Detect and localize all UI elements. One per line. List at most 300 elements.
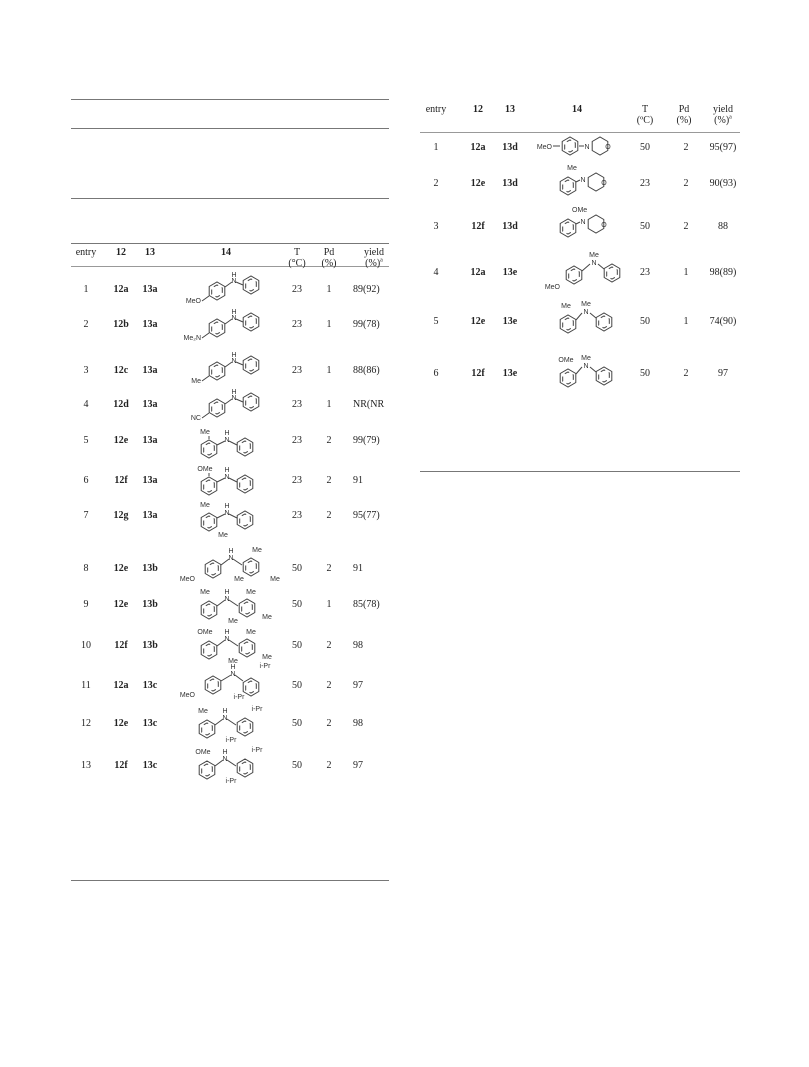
amine-cell: 13e: [502, 316, 518, 327]
product-structure: [179, 464, 283, 504]
entry-cell: 9: [83, 599, 89, 610]
product-structure: [550, 300, 634, 342]
yield-cell: 98: [353, 718, 363, 729]
nitrogen-label: N: [224, 474, 230, 481]
aromatic-bond: [563, 372, 574, 384]
aromatic-bond: [204, 443, 215, 455]
yield-cell: 88: [718, 221, 728, 232]
pd-loading-cell: 2: [326, 760, 332, 771]
structure-drawing: [550, 206, 634, 248]
pd-loading-cell: 1: [326, 284, 332, 295]
aryl-halide-cell: 12e: [470, 178, 486, 189]
substituent-label: MeO: [544, 284, 560, 291]
ortho-substituent-label: OMe: [197, 629, 213, 636]
ortho-substituent-label: Me: [561, 303, 571, 310]
nitrogen-label: N: [231, 278, 237, 285]
aromatic-bond: [204, 604, 215, 616]
pd-loading-cell: 1: [326, 399, 332, 410]
methyl-label-3: Me: [262, 614, 272, 621]
aromatic-bond: [204, 644, 215, 656]
aromatic-bond: [212, 322, 223, 334]
yield-cell: 90(93): [709, 178, 737, 189]
amine-cell: 13e: [502, 267, 518, 278]
yield-cell: 74(90): [709, 316, 737, 327]
pd-loading-cell: 2: [683, 178, 689, 189]
aromatic-bond: [569, 269, 580, 281]
left-top-rule: [71, 99, 389, 100]
substituent-label: Me: [191, 378, 201, 385]
product-structure: [179, 547, 283, 587]
entry-cell: 12: [81, 718, 91, 729]
header-14: 14: [221, 247, 231, 258]
methyl-label-2: Me: [234, 576, 244, 583]
substituent-label: Me₂N: [183, 335, 201, 342]
aromatic-bond: [246, 561, 257, 573]
aromatic-bond: [246, 279, 257, 291]
bond-line: [202, 296, 209, 301]
aromatic-bond: [599, 370, 610, 382]
amine-cell: 13d: [502, 221, 518, 232]
product-structure: [550, 206, 634, 248]
header-T: T: [293, 247, 301, 258]
product-structure: [179, 626, 283, 666]
aromatic-bond: [204, 480, 215, 492]
oxygen-label: O: [601, 180, 607, 187]
aromatic-bond: [599, 316, 610, 328]
bond-line: [202, 333, 209, 338]
pd-loading-cell: 2: [326, 510, 332, 521]
aromatic-bond: [246, 316, 257, 328]
product-structure: [179, 308, 283, 348]
amine-cell: 13c: [142, 760, 158, 771]
aromatic-bond: [607, 267, 618, 279]
header-yield: yield: [364, 247, 384, 258]
temperature-cell: 23: [640, 178, 650, 189]
amine-cell: 13a: [142, 510, 158, 521]
aryl-halide-cell: 12b: [113, 319, 129, 330]
ortho-substituent-label: Me: [200, 502, 210, 509]
header-entry: entry: [425, 104, 447, 115]
substituent-label: MeO: [179, 692, 195, 699]
nitrogen-label: N: [230, 671, 236, 678]
nitrogen-label: N: [583, 309, 589, 316]
nitrogen-label: N: [224, 437, 230, 444]
bond-line: [229, 478, 237, 482]
bond-line: [236, 399, 243, 402]
yield-cell: 95(97): [709, 142, 737, 153]
pd-loading-cell: 1: [683, 267, 689, 278]
aryl-halide-cell: 12f: [471, 368, 485, 379]
aromatic-bond: [240, 441, 251, 453]
nitrogen-label: N: [231, 315, 237, 322]
aryl-halide-cell: 12d: [113, 399, 129, 410]
entry-cell: 6: [433, 368, 439, 379]
temperature-cell: 50: [640, 368, 650, 379]
bond-line: [236, 319, 243, 322]
pd-loading-cell: 1: [326, 365, 332, 376]
header-entry: entry: [75, 247, 97, 258]
product-structure: [550, 354, 634, 396]
pd-loading-cell: 2: [326, 435, 332, 446]
n-methyl-label: Me: [581, 355, 591, 362]
pd-loading-cell: 2: [683, 142, 689, 153]
temperature-cell: 50: [292, 760, 302, 771]
header-12: 12: [116, 247, 126, 258]
header-yield-unit: (%)$^a$: [714, 114, 732, 126]
structure-drawing: [179, 547, 283, 587]
structure-drawing: [179, 500, 283, 540]
yield-cell: NR(NR: [353, 399, 385, 410]
header-yield: yield: [713, 104, 733, 115]
product-structure: [179, 705, 283, 745]
nitrogen-label: N: [224, 636, 230, 643]
structure-drawing: [179, 388, 283, 428]
product-structure: [179, 351, 283, 391]
temperature-cell: 23: [292, 365, 302, 376]
ortho-substituent-label: Me: [200, 589, 210, 596]
oxygen-label: O: [605, 144, 611, 151]
entry-cell: 3: [83, 365, 89, 376]
pd-loading-cell: 2: [326, 718, 332, 729]
yield-cell: 97: [718, 368, 728, 379]
ortho-substituent-label: Me: [200, 429, 210, 436]
aryl-halide-cell: 12f: [114, 475, 128, 486]
n-methyl-label: Me: [581, 301, 591, 308]
bond-line: [202, 413, 209, 418]
aromatic-bond: [212, 365, 223, 377]
temperature-cell: 50: [640, 142, 650, 153]
yield-footnote-mark: a: [380, 257, 383, 264]
pd-loading-cell: 1: [326, 319, 332, 330]
ortho-substituent-label: OMe: [195, 749, 211, 756]
pd-loading-cell: 2: [326, 640, 332, 651]
yield-cell: 98(89): [709, 267, 737, 278]
structure-drawing: [179, 746, 283, 786]
aromatic-bond: [240, 721, 251, 733]
nitrogen-label: N: [580, 219, 586, 226]
methyl-label-1: Me: [246, 629, 256, 636]
aromatic-bond: [240, 762, 251, 774]
substituent-label: MeO: [179, 576, 195, 583]
bond-line: [590, 367, 596, 372]
left-table-header: [71, 246, 389, 270]
entry-cell: 1: [433, 142, 439, 153]
header-13: 13: [145, 247, 155, 258]
aryl-halide-cell: 12f: [471, 221, 485, 232]
bond-line: [576, 367, 582, 374]
header-Pd-unit: (%): [321, 258, 337, 269]
aromatic-bond: [204, 516, 215, 528]
amine-cell: 13a: [142, 475, 158, 486]
header-T: T: [641, 104, 649, 115]
nitrogen-label: N: [228, 555, 234, 562]
structure-drawing: [179, 308, 283, 348]
entry-cell: 2: [83, 319, 89, 330]
header-13: 13: [505, 104, 515, 115]
amine-cell: 13a: [142, 284, 158, 295]
ortho-substituent-label: Me: [198, 708, 208, 715]
nh-hydrogen-label: H: [231, 309, 237, 316]
structure-drawing: [179, 464, 283, 504]
isopropyl-label-1: i-Pr: [251, 747, 263, 754]
temperature-cell: 23: [292, 319, 302, 330]
left-bottom-rule: [71, 880, 389, 881]
header-Pd: Pd: [323, 247, 335, 258]
aryl-halide-cell: 12a: [470, 267, 486, 278]
product-structure: [179, 271, 283, 311]
aromatic-bond: [246, 396, 257, 408]
header-T-unit: (ºC): [636, 115, 654, 126]
header-Pd-unit: (%): [676, 115, 692, 126]
entry-cell: 3: [433, 221, 439, 232]
bond-line: [202, 376, 209, 381]
nh-hydrogen-label: H: [224, 430, 230, 437]
temperature-cell: 23: [292, 475, 302, 486]
nitrogen-label: N: [231, 395, 237, 402]
product-structure: [179, 388, 283, 428]
temperature-cell: 50: [292, 599, 302, 610]
right-table: [420, 100, 740, 472]
aryl-halide-cell: 12a: [113, 284, 129, 295]
structure-drawing: [179, 271, 283, 311]
substituent-label: NC: [190, 415, 201, 422]
substituent-label: MeO: [185, 298, 201, 305]
product-structure: [550, 164, 634, 206]
structure-drawing: [179, 427, 283, 467]
isopropyl-label-2: i-Pr: [225, 737, 237, 744]
bond-line: [227, 760, 236, 766]
ortho-substituent-label: OMe: [197, 466, 213, 473]
entry-cell: 6: [83, 475, 89, 486]
structure-drawing: [544, 251, 634, 293]
structure-drawing: [179, 351, 283, 391]
entry-cell: 5: [83, 435, 89, 446]
amine-cell: 13a: [142, 435, 158, 446]
nh-hydrogen-label: H: [224, 467, 230, 474]
entry-cell: 2: [433, 178, 439, 189]
aryl-halide-cell: 12e: [470, 316, 486, 327]
entry-cell: 5: [433, 316, 439, 327]
amine-cell: 13d: [502, 142, 518, 153]
aromatic-bond: [208, 679, 219, 691]
yield-cell: 85(78): [353, 599, 380, 610]
ortho-substituent-label: OMe: [558, 357, 574, 364]
bond-line: [235, 675, 243, 681]
left-rule-3: [71, 198, 389, 199]
nitrogen-label: N: [224, 596, 230, 603]
header-yield-unit: (%)$^a$: [365, 257, 383, 269]
amine-cell: 13b: [142, 640, 158, 651]
n-methyl-label: Me: [589, 252, 599, 259]
header-Pd: Pd: [678, 104, 690, 115]
nh-hydrogen-label: H: [228, 548, 234, 555]
methyl-label-3: Me: [270, 576, 280, 583]
nh-hydrogen-label: H: [224, 589, 230, 596]
pd-loading-cell: 2: [326, 680, 332, 691]
nh-hydrogen-label: H: [231, 272, 237, 279]
bond-line: [233, 559, 242, 565]
aromatic-bond: [212, 402, 223, 414]
temperature-cell: 23: [640, 267, 650, 278]
temperature-cell: 23: [292, 399, 302, 410]
pd-loading-cell: 2: [683, 221, 689, 232]
oxygen-label: O: [601, 222, 607, 229]
nitrogen-label: N: [591, 260, 597, 267]
aromatic-bond: [240, 514, 251, 526]
structure-drawing: [179, 626, 283, 666]
nh-hydrogen-label: H: [224, 503, 230, 510]
substituent-label: MeO: [536, 144, 552, 151]
temperature-cell: 50: [640, 316, 650, 327]
aryl-halide-cell: 12e: [113, 435, 129, 446]
pd-loading-cell: 2: [683, 368, 689, 379]
aromatic-bond: [246, 359, 257, 371]
pd-loading-cell: 2: [326, 475, 332, 486]
nh-hydrogen-label: H: [224, 629, 230, 636]
methyl-label-2: Me: [228, 618, 238, 625]
aryl-halide-cell: 12a: [470, 142, 486, 153]
temperature-cell: 23: [292, 435, 302, 446]
bond-line: [576, 313, 582, 320]
methyl-label-3: Me: [262, 654, 272, 661]
methyl-label-1: Me: [246, 589, 256, 596]
ortho-substituent-label: OMe: [572, 207, 588, 214]
aromatic-bond: [202, 764, 213, 776]
header-12: 12: [473, 104, 483, 115]
bond-line: [229, 441, 237, 445]
amine-cell: 13a: [142, 399, 158, 410]
yield-cell: 99(79): [353, 435, 380, 446]
yield-cell: 91: [353, 563, 363, 574]
left-table: [71, 244, 389, 880]
aromatic-bond: [563, 318, 574, 330]
temperature-cell: 23: [292, 510, 302, 521]
nh-hydrogen-label: H: [222, 708, 228, 715]
structure-drawing: [179, 663, 283, 703]
yield-cell: 95(77): [353, 510, 380, 521]
nh-hydrogen-label: H: [231, 389, 237, 396]
structure-drawing: [179, 586, 283, 626]
aryl-halide-cell: 12f: [114, 640, 128, 651]
aromatic-bond: [202, 723, 213, 735]
aryl-halide-cell: 12c: [113, 365, 129, 376]
product-structure: [544, 251, 634, 293]
nitrogen-label: N: [224, 510, 230, 517]
temperature-cell: 50: [292, 563, 302, 574]
structure-drawing: [550, 354, 634, 396]
structure-drawing: [550, 164, 634, 206]
bond-line: [236, 362, 243, 365]
aromatic-bond: [242, 602, 253, 614]
yield-footnote-mark: a: [729, 114, 732, 121]
yield-cell: 89(92): [353, 284, 380, 295]
nh-hydrogen-label: H: [230, 664, 236, 671]
amine-cell: 13b: [142, 563, 158, 574]
aryl-halide-cell: 12a: [113, 680, 129, 691]
yield-cell: 91: [353, 475, 363, 486]
nitrogen-label: N: [584, 144, 590, 151]
nitrogen-label: N: [580, 177, 586, 184]
bond-line: [229, 514, 237, 518]
entry-cell: 4: [433, 267, 439, 278]
aromatic-bond: [240, 478, 251, 490]
structure-drawing: [550, 300, 634, 342]
aromatic-bond: [212, 285, 223, 297]
bond-line: [576, 222, 580, 224]
temperature-cell: 50: [640, 221, 650, 232]
temperature-cell: 50: [292, 680, 302, 691]
isopropyl-label-1: i-Pr: [251, 706, 263, 713]
amine-cell: 13c: [142, 680, 158, 691]
nh-hydrogen-label: H: [231, 352, 237, 359]
product-structure: [179, 427, 283, 467]
entry-cell: 11: [81, 680, 91, 691]
entry-cell: 13: [81, 760, 91, 771]
product-structure: [179, 586, 283, 626]
aromatic-bond: [208, 563, 219, 575]
amine-cell: 13a: [142, 365, 158, 376]
bond-line: [236, 282, 243, 285]
nitrogen-label: N: [583, 363, 589, 370]
entry-cell: 4: [83, 399, 89, 410]
amine-cell: 13e: [502, 368, 518, 379]
temperature-cell: 50: [292, 718, 302, 729]
nh-hydrogen-label: H: [222, 749, 228, 756]
aromatic-bond: [565, 140, 576, 152]
product-structure: [179, 746, 283, 786]
bond-line: [582, 264, 590, 271]
aryl-halide-cell: 12e: [113, 563, 129, 574]
ortho-substituent-label: Me: [567, 165, 577, 172]
isopropyl-label-2: i-Pr: [225, 778, 237, 785]
aryl-halide-cell: 12f: [114, 760, 128, 771]
methyl-label-1: Me: [252, 547, 262, 554]
header-T-unit: (°C): [288, 258, 306, 269]
yield-cell: 98: [353, 640, 363, 651]
left-rule-2: [71, 128, 389, 129]
ortho-substituent-label-2: Me: [218, 532, 228, 539]
aromatic-bond: [563, 180, 574, 192]
bond-line: [229, 600, 238, 606]
methyl-label-2: Me: [228, 658, 238, 665]
product-structure: [179, 500, 283, 540]
pd-loading-cell: 2: [326, 563, 332, 574]
amine-cell: 13b: [142, 599, 158, 610]
aryl-halide-cell: 12e: [113, 599, 129, 610]
aromatic-bond: [563, 222, 574, 234]
isopropyl-label-1: i-Pr: [259, 663, 271, 670]
aromatic-bond: [242, 642, 253, 654]
right-table-header: [420, 103, 740, 131]
pd-loading-cell: 1: [683, 316, 689, 327]
pd-loading-cell: 1: [326, 599, 332, 610]
structure-drawing: [179, 705, 283, 745]
amine-cell: 13d: [502, 178, 518, 189]
aryl-halide-cell: 12e: [113, 718, 129, 729]
yield-cell: 97: [353, 760, 363, 771]
amine-cell: 13a: [142, 319, 158, 330]
yield-cell: 88(86): [353, 365, 380, 376]
product-structure: [179, 663, 283, 703]
temperature-cell: 50: [292, 640, 302, 651]
isopropyl-label-2: i-Pr: [233, 694, 245, 701]
entry-cell: 1: [83, 284, 89, 295]
aryl-halide-cell: 12g: [113, 510, 129, 521]
aromatic-bond: [246, 681, 257, 693]
temperature-cell: 23: [292, 284, 302, 295]
header-14: 14: [572, 104, 582, 115]
yield-cell: 97: [353, 680, 363, 691]
